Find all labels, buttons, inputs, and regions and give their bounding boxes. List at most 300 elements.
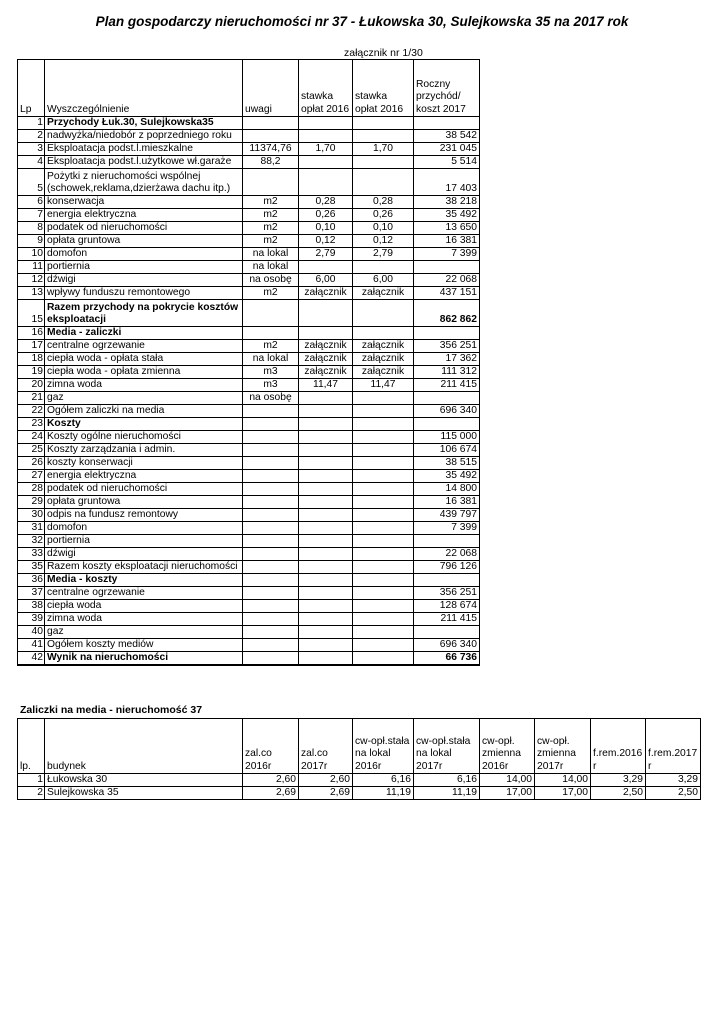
- row-annual: [414, 535, 480, 548]
- page-title: Plan gospodarczy nieruchomości nr 37 - Łukowska 30, Sulejkowska 35 na 2017 rok: [95, 14, 629, 29]
- row-value: 3,29: [591, 774, 646, 787]
- row-number: 15: [18, 300, 45, 327]
- row-rate-2016-b: [353, 548, 414, 561]
- row-number: 24: [18, 431, 45, 444]
- row-notes: na osobę: [243, 392, 299, 405]
- advances-header-cell: cw-opł.stała na lokal 2016r: [353, 719, 414, 774]
- row-number: 38: [18, 600, 45, 613]
- row-rate-2016-b: [353, 156, 414, 169]
- row-annual: 111 312: [414, 366, 480, 379]
- row-rate-2016: załącznik: [299, 340, 353, 353]
- row-value: 2,50: [591, 787, 646, 800]
- row-rate-2016: [299, 261, 353, 274]
- table-row: [18, 787, 701, 800]
- table-row: [18, 353, 480, 366]
- row-notes: [243, 587, 299, 600]
- row-annual: 7 399: [414, 248, 480, 261]
- table-row: [18, 130, 480, 143]
- table-row: [18, 561, 480, 574]
- annex-label: załącznik nr 1/30: [344, 47, 423, 59]
- row-rate-2016: [299, 392, 353, 405]
- row-value: 14,00: [480, 774, 535, 787]
- row-annual: 796 126: [414, 561, 480, 574]
- row-rate-2016: [299, 652, 353, 666]
- row-rate-2016-b: [353, 652, 414, 666]
- table-row: [18, 235, 480, 248]
- table-row: [18, 600, 480, 613]
- row-notes: [243, 613, 299, 626]
- table-row: [18, 470, 480, 483]
- row-item: Ogółem zaliczki na media: [45, 405, 243, 418]
- row-number: 3: [18, 143, 45, 156]
- row-annual: [414, 327, 480, 340]
- row-rate-2016: [299, 587, 353, 600]
- row-item: energia elektryczna: [45, 209, 243, 222]
- table-row: [18, 444, 480, 457]
- row-notes: m2: [243, 196, 299, 209]
- row-number: 1: [18, 774, 45, 787]
- row-number: 35: [18, 561, 45, 574]
- row-annual: 231 045: [414, 143, 480, 156]
- row-rate-2016-b: załącznik: [353, 353, 414, 366]
- plan-table: [17, 59, 480, 666]
- row-rate-2016-b: [353, 300, 414, 327]
- row-number: 18: [18, 353, 45, 366]
- row-annual: 106 674: [414, 444, 480, 457]
- table-row: [18, 392, 480, 405]
- row-number: 26: [18, 457, 45, 470]
- row-notes: m2: [243, 209, 299, 222]
- row-number: 6: [18, 196, 45, 209]
- row-rate-2016: [299, 300, 353, 327]
- table-row: [18, 287, 480, 300]
- row-value: 6,16: [414, 774, 480, 787]
- table-row: [18, 548, 480, 561]
- row-annual: 35 492: [414, 470, 480, 483]
- row-rate-2016: 6,00: [299, 274, 353, 287]
- row-annual: 38 218: [414, 196, 480, 209]
- table-row: [18, 261, 480, 274]
- row-item: ciepła woda: [45, 600, 243, 613]
- row-number: 28: [18, 483, 45, 496]
- row-rate-2016-b: [353, 470, 414, 483]
- row-rate-2016-b: 6,00: [353, 274, 414, 287]
- row-item: opłata gruntowa: [45, 235, 243, 248]
- row-item: centralne ogrzewanie: [45, 340, 243, 353]
- table-row: [18, 483, 480, 496]
- row-value: 17,00: [535, 787, 591, 800]
- row-rate-2016: [299, 130, 353, 143]
- row-item: Koszty: [45, 418, 243, 431]
- row-notes: m2: [243, 222, 299, 235]
- table-row: [18, 209, 480, 222]
- advances-header-cell: cw-opł. zmienna 2016r: [480, 719, 535, 774]
- row-item: portiernia: [45, 261, 243, 274]
- row-rate-2016-b: [353, 496, 414, 509]
- row-rate-2016-b: załącznik: [353, 340, 414, 353]
- table-row: [18, 496, 480, 509]
- row-notes: [243, 483, 299, 496]
- row-annual: 38 542: [414, 130, 480, 143]
- row-rate-2016: [299, 431, 353, 444]
- row-notes: [243, 169, 299, 196]
- row-rate-2016: [299, 117, 353, 130]
- row-rate-2016-b: 0,10: [353, 222, 414, 235]
- row-item: Pożytki z nieruchomości wspólnej (schowek,reklama,dzierżawa dachu itp.): [45, 169, 243, 196]
- row-notes: 88,2: [243, 156, 299, 169]
- row-rate-2016: [299, 600, 353, 613]
- row-rate-2016: [299, 457, 353, 470]
- row-notes: [243, 418, 299, 431]
- row-annual: 356 251: [414, 587, 480, 600]
- row-value: 17,00: [480, 787, 535, 800]
- row-notes: m2: [243, 287, 299, 300]
- row-number: 40: [18, 626, 45, 639]
- row-rate-2016-b: 0,28: [353, 196, 414, 209]
- row-building: Sulejkowska 35: [45, 787, 243, 800]
- row-rate-2016: [299, 522, 353, 535]
- advances-table-header: [18, 719, 701, 774]
- row-annual: 22 068: [414, 274, 480, 287]
- table-row: [18, 143, 480, 156]
- row-number: 13: [18, 287, 45, 300]
- row-rate-2016: 11,47: [299, 379, 353, 392]
- row-notes: na lokal: [243, 353, 299, 366]
- row-number: 16: [18, 327, 45, 340]
- table-row: [18, 587, 480, 600]
- row-number: 30: [18, 509, 45, 522]
- table-row: [18, 366, 480, 379]
- row-number: 7: [18, 209, 45, 222]
- row-rate-2016: [299, 561, 353, 574]
- table-row: [18, 222, 480, 235]
- row-notes: [243, 535, 299, 548]
- row-item: dźwigi: [45, 274, 243, 287]
- row-rate-2016: załącznik: [299, 287, 353, 300]
- row-rate-2016-b: [353, 418, 414, 431]
- row-annual: 66 736: [414, 652, 480, 666]
- row-rate-2016-b: [353, 457, 414, 470]
- row-number: 39: [18, 613, 45, 626]
- row-item: Ogółem koszty mediów: [45, 639, 243, 652]
- row-annual: 696 340: [414, 639, 480, 652]
- table-row: [18, 535, 480, 548]
- advances-header-cell: cw-opł.stała na lokal 2017r: [414, 719, 480, 774]
- row-annual: 356 251: [414, 340, 480, 353]
- advances-header-cell: lp.: [18, 719, 45, 774]
- row-item: dźwigi: [45, 548, 243, 561]
- row-notes: na osobę: [243, 274, 299, 287]
- row-annual: 22 068: [414, 548, 480, 561]
- row-rate-2016: [299, 626, 353, 639]
- row-annual: 16 381: [414, 496, 480, 509]
- row-rate-2016-b: 1,70: [353, 143, 414, 156]
- header-rate-2016: stawka opłat 2016: [299, 60, 353, 117]
- row-item: Wynik na nieruchomości: [45, 652, 243, 666]
- row-number: 9: [18, 235, 45, 248]
- row-rate-2016-b: [353, 327, 414, 340]
- advances-header-cell: f.rem.2016 r: [591, 719, 646, 774]
- row-annual: [414, 392, 480, 405]
- row-notes: [243, 561, 299, 574]
- row-number: 21: [18, 392, 45, 405]
- row-rate-2016-b: załącznik: [353, 287, 414, 300]
- row-item: podatek od nieruchomości: [45, 222, 243, 235]
- row-annual: 17 403: [414, 169, 480, 196]
- row-rate-2016-b: 0,12: [353, 235, 414, 248]
- row-annual: 13 650: [414, 222, 480, 235]
- table-row: [18, 156, 480, 169]
- row-annual: 17 362: [414, 353, 480, 366]
- advances-table: [17, 718, 701, 800]
- row-rate-2016: [299, 169, 353, 196]
- table-row: [18, 300, 480, 327]
- row-notes: [243, 130, 299, 143]
- table-row: [18, 652, 480, 666]
- row-rate-2016-b: [353, 392, 414, 405]
- row-notes: [243, 626, 299, 639]
- table-row: [18, 639, 480, 652]
- header-notes: uwagi: [243, 60, 299, 117]
- row-item: zimna woda: [45, 379, 243, 392]
- row-rate-2016-b: załącznik: [353, 366, 414, 379]
- row-rate-2016: 0,26: [299, 209, 353, 222]
- row-item: odpis na fundusz remontowy: [45, 509, 243, 522]
- row-rate-2016: [299, 327, 353, 340]
- row-notes: [243, 457, 299, 470]
- row-number: 27: [18, 470, 45, 483]
- table-row: [18, 117, 480, 130]
- row-rate-2016-b: [353, 561, 414, 574]
- row-annual: [414, 117, 480, 130]
- row-annual: 128 674: [414, 600, 480, 613]
- advances-table-title: Zaliczki na media - nieruchomość 37: [20, 704, 203, 716]
- row-annual: 38 515: [414, 457, 480, 470]
- advances-header-cell: cw-opł. zmienna 2017r: [535, 719, 591, 774]
- row-notes: m2: [243, 235, 299, 248]
- row-item: ciepła woda - opłata zmienna: [45, 366, 243, 379]
- row-item: Koszty zarządzania i admin.: [45, 444, 243, 457]
- row-rate-2016-b: [353, 535, 414, 548]
- row-item: Media - zaliczki: [45, 327, 243, 340]
- table-row: [18, 327, 480, 340]
- row-annual: 437 151: [414, 287, 480, 300]
- row-rate-2016-b: [353, 261, 414, 274]
- row-value: 11,19: [414, 787, 480, 800]
- row-rate-2016: [299, 548, 353, 561]
- table-row: [18, 418, 480, 431]
- row-rate-2016: [299, 444, 353, 457]
- row-value: 2,69: [299, 787, 353, 800]
- table-row: [18, 196, 480, 209]
- row-item: gaz: [45, 392, 243, 405]
- row-rate-2016-b: [353, 483, 414, 496]
- row-item: Media - koszty: [45, 574, 243, 587]
- row-notes: [243, 600, 299, 613]
- row-rate-2016: 0,12: [299, 235, 353, 248]
- advances-header-cell: zal.co 2017r: [299, 719, 353, 774]
- row-rate-2016: [299, 496, 353, 509]
- row-number: 42: [18, 652, 45, 666]
- row-notes: na lokal: [243, 248, 299, 261]
- row-rate-2016: 1,70: [299, 143, 353, 156]
- row-rate-2016-b: [353, 444, 414, 457]
- row-item: konserwacja: [45, 196, 243, 209]
- row-rate-2016-b: [353, 626, 414, 639]
- table-row: [18, 509, 480, 522]
- row-rate-2016: [299, 509, 353, 522]
- row-notes: m2: [243, 340, 299, 353]
- row-number: 31: [18, 522, 45, 535]
- row-number: 25: [18, 444, 45, 457]
- row-value: 2,60: [299, 774, 353, 787]
- row-item: nadwyżka/niedobór z poprzedniego roku: [45, 130, 243, 143]
- row-number: 41: [18, 639, 45, 652]
- row-annual: [414, 418, 480, 431]
- row-rate-2016-b: [353, 639, 414, 652]
- row-rate-2016: [299, 418, 353, 431]
- row-number: 12: [18, 274, 45, 287]
- plan-table-header: [18, 60, 480, 117]
- row-rate-2016: [299, 574, 353, 587]
- row-rate-2016: [299, 535, 353, 548]
- advances-header-cell: f.rem.2017 r: [646, 719, 701, 774]
- row-notes: na lokal: [243, 261, 299, 274]
- table-row: [18, 574, 480, 587]
- table-row: [18, 340, 480, 353]
- advances-header-cell: zal.co 2016r: [243, 719, 299, 774]
- row-notes: [243, 405, 299, 418]
- row-rate-2016-b: [353, 509, 414, 522]
- row-number: 2: [18, 130, 45, 143]
- row-notes: [243, 300, 299, 327]
- row-notes: [243, 496, 299, 509]
- row-annual: 211 415: [414, 613, 480, 626]
- row-item: opłata gruntowa: [45, 496, 243, 509]
- row-item: domofon: [45, 522, 243, 535]
- table-row: [18, 774, 701, 787]
- row-annual: 115 000: [414, 431, 480, 444]
- row-value: 2,60: [243, 774, 299, 787]
- row-number: 4: [18, 156, 45, 169]
- advances-header-cell: budynek: [45, 719, 243, 774]
- row-annual: 14 800: [414, 483, 480, 496]
- row-rate-2016: [299, 405, 353, 418]
- row-number: 22: [18, 405, 45, 418]
- row-rate-2016-b: [353, 169, 414, 196]
- row-rate-2016: 0,10: [299, 222, 353, 235]
- row-notes: [243, 431, 299, 444]
- table-row: [18, 626, 480, 639]
- row-annual: 862 862: [414, 300, 480, 327]
- row-notes: [243, 117, 299, 130]
- row-rate-2016-b: [353, 613, 414, 626]
- row-item: Eksploatacja podst.l.użytkowe wł.garaże: [45, 156, 243, 169]
- header-lp: Lp: [18, 60, 45, 117]
- row-number: 20: [18, 379, 45, 392]
- row-item: gaz: [45, 626, 243, 639]
- row-item: Przychody Łuk.30, Sulejkowska35: [45, 117, 243, 130]
- row-notes: [243, 444, 299, 457]
- row-rate-2016: 2,79: [299, 248, 353, 261]
- row-rate-2016-b: [353, 431, 414, 444]
- row-item: Razem koszty eksploatacji nieruchomości: [45, 561, 243, 574]
- row-value: 11,19: [353, 787, 414, 800]
- table-row: [18, 169, 480, 196]
- row-item: ciepła woda - opłata stała: [45, 353, 243, 366]
- row-rate-2016: załącznik: [299, 353, 353, 366]
- row-rate-2016-b: 11,47: [353, 379, 414, 392]
- row-notes: [243, 522, 299, 535]
- row-rate-2016-b: 2,79: [353, 248, 414, 261]
- row-rate-2016: [299, 639, 353, 652]
- row-item: podatek od nieruchomości: [45, 483, 243, 496]
- table-row: [18, 274, 480, 287]
- row-rate-2016-b: 0,26: [353, 209, 414, 222]
- table-row: [18, 431, 480, 444]
- row-item: Razem przychody na pokrycie kosztów eksploatacji: [45, 300, 243, 327]
- row-number: 32: [18, 535, 45, 548]
- row-rate-2016-b: [353, 600, 414, 613]
- row-rate-2016-b: [353, 405, 414, 418]
- row-annual: 696 340: [414, 405, 480, 418]
- row-number: 11: [18, 261, 45, 274]
- row-annual: [414, 261, 480, 274]
- table-row: [18, 522, 480, 535]
- row-notes: [243, 574, 299, 587]
- row-annual: 439 797: [414, 509, 480, 522]
- table-row: [18, 248, 480, 261]
- row-rate-2016: [299, 613, 353, 626]
- row-number: 17: [18, 340, 45, 353]
- row-item: koszty konserwacji: [45, 457, 243, 470]
- row-number: 23: [18, 418, 45, 431]
- table-row: [18, 613, 480, 626]
- row-annual: [414, 574, 480, 587]
- row-annual: 7 399: [414, 522, 480, 535]
- header-item: Wyszczególnienie: [45, 60, 243, 117]
- row-number: 29: [18, 496, 45, 509]
- row-number: 36: [18, 574, 45, 587]
- row-notes: [243, 470, 299, 483]
- row-item: Eksploatacja podst.l.mieszkalne: [45, 143, 243, 156]
- table-row: [18, 379, 480, 392]
- row-notes: m3: [243, 366, 299, 379]
- row-number: 2: [18, 787, 45, 800]
- row-value: 6,16: [353, 774, 414, 787]
- row-number: 5: [18, 169, 45, 196]
- row-item: Koszty ogólne nieruchomości: [45, 431, 243, 444]
- row-rate-2016-b: [353, 130, 414, 143]
- row-value: 3,29: [646, 774, 701, 787]
- row-notes: [243, 509, 299, 522]
- row-notes: [243, 652, 299, 666]
- table-row: [18, 457, 480, 470]
- row-annual: 5 514: [414, 156, 480, 169]
- row-item: energia elektryczna: [45, 470, 243, 483]
- row-value: 14,00: [535, 774, 591, 787]
- row-number: 37: [18, 587, 45, 600]
- row-item: portiernia: [45, 535, 243, 548]
- row-notes: [243, 639, 299, 652]
- row-rate-2016: 0,28: [299, 196, 353, 209]
- row-annual: 35 492: [414, 209, 480, 222]
- row-rate-2016-b: [353, 522, 414, 535]
- row-rate-2016-b: [353, 574, 414, 587]
- row-notes: m3: [243, 379, 299, 392]
- row-rate-2016-b: [353, 117, 414, 130]
- row-annual: 211 415: [414, 379, 480, 392]
